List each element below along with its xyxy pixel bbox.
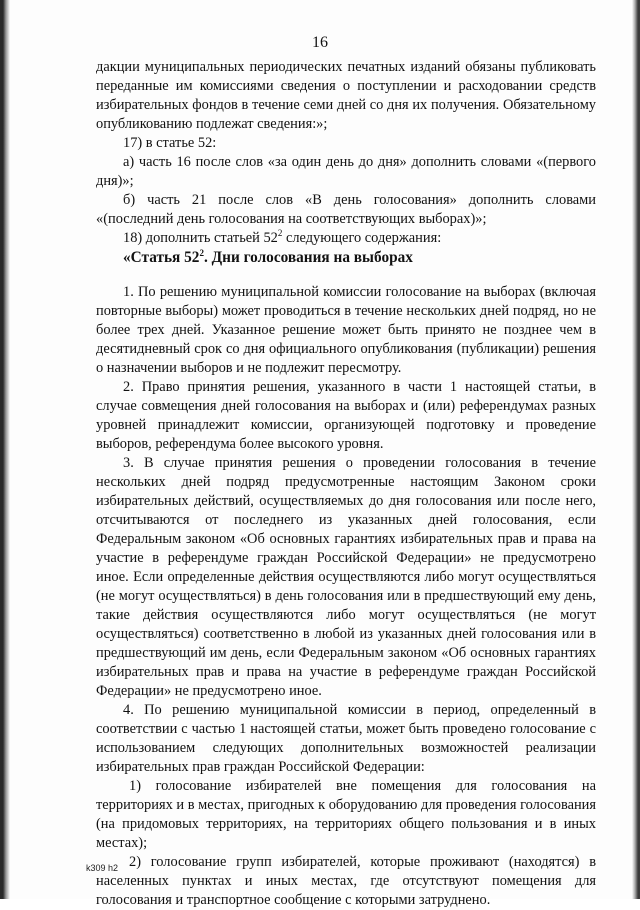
item-17: 17) в статье 52: [123, 135, 217, 151]
paragraph-4-item-2: 2) голосование групп избирателей, которые проживают (находятся) в населенных пунктах и иных местах, где отсутствуют помещения для голосования и транспортное сообщение с которыми затруднено. [96, 854, 596, 908]
item-17b: б) часть 21 после слов «В день голосования» дополнить словами «(последний день голосования на соответствующих выборах)»; [96, 192, 596, 227]
spacer [96, 267, 596, 283]
scan-edge-left [0, 0, 10, 899]
article-heading-superscript: 2 [199, 247, 204, 258]
paragraph-3: 3. В случае принятия решения о проведении голосования в течение нескольких дней подряд предусмотренные настоящим Законом сроки избирательных действий, осуществляемых до дня голосования или после него, отсчитываются от последнего из указанных дней голосования, если Федеральным законом «Об основных гарантиях избирательных прав и права на участие в референдуме граждан Российской Федерации» не предусмотрено иное. Если определенные действия осуществляются либо могут осуществляться (не могут осуществляться) в день голосования или в предшествующий ему день, такие действия осуществляются либо могут осуществляться (не могут осуществляться) соответственно в любой из указанных дней голосования или в предшествующий им день, если Федеральным законом «Об основных гарантиях избирательных прав и права на участие в референдуме граждан Российской Федерации» не предусмотрено иное. [96, 455, 596, 699]
document-body [96, 58, 596, 910]
item-18 [96, 229, 596, 248]
scan-edge-right [632, 0, 640, 899]
item-18-text: 18) дополнить статьей 52 [123, 230, 278, 246]
paragraph-4-item-1: 1) голосование избирателей вне помещения для голосования на территориях и в местах, пригодных к оборудованию для проведения голосования (на придомовых территориях, на территориях общего пользования и в иных местах); [96, 778, 596, 851]
intro-paragraph: дакции муниципальных периодических печатных изданий обязаны публиковать переданные им комиссиями сведения о поступлении и расходовании средств избирательных фондов в течение семи дней со дня их получения. Обязательному опубликованию подлежат сведения:»; [96, 59, 596, 132]
item-18-superscript: 2 [277, 228, 283, 239]
item-17a: а) часть 16 после слов «за один день до дня» дополнить словами «(первого дня)»; [96, 154, 596, 189]
article-heading-text-end: . Дни голосования на выборах [203, 249, 413, 266]
article-heading [96, 248, 596, 267]
document-code: k309 h2 [86, 863, 119, 873]
paragraph-1: 1. По решению муниципальной комиссии голосование на выборах (включая повторные выборы) может проводиться в течение нескольких дней подряд, но не более трех дней. Указанное решение может быть принято не позднее чем в десятидневный срок со дня официального опубликования (публикации) решения о назначении выборов и не подлежит пересмотру. [96, 284, 596, 376]
article-heading-text: «Статья 52 [123, 249, 200, 266]
item-18-text-end: следующего содержания: [282, 230, 442, 246]
page-number: 16 [312, 34, 328, 51]
paragraph-4: 4. По решению муниципальной комиссии в период, определенный в соответствии с частью 1 настоящей статьи, может быть проведено голосование с использованием следующих дополнительных возможностей реализации избирательных прав граждан Российской Федерации: [96, 702, 596, 775]
paragraph-2: 2. Право принятия решения, указанного в части 1 настоящей статьи, в случае совмещения дней голосования на выборах и (или) референдумах разных уровней принадлежит комиссии, организующей подготовку и проведение выборов, референдума более высокого уровня. [96, 379, 596, 452]
